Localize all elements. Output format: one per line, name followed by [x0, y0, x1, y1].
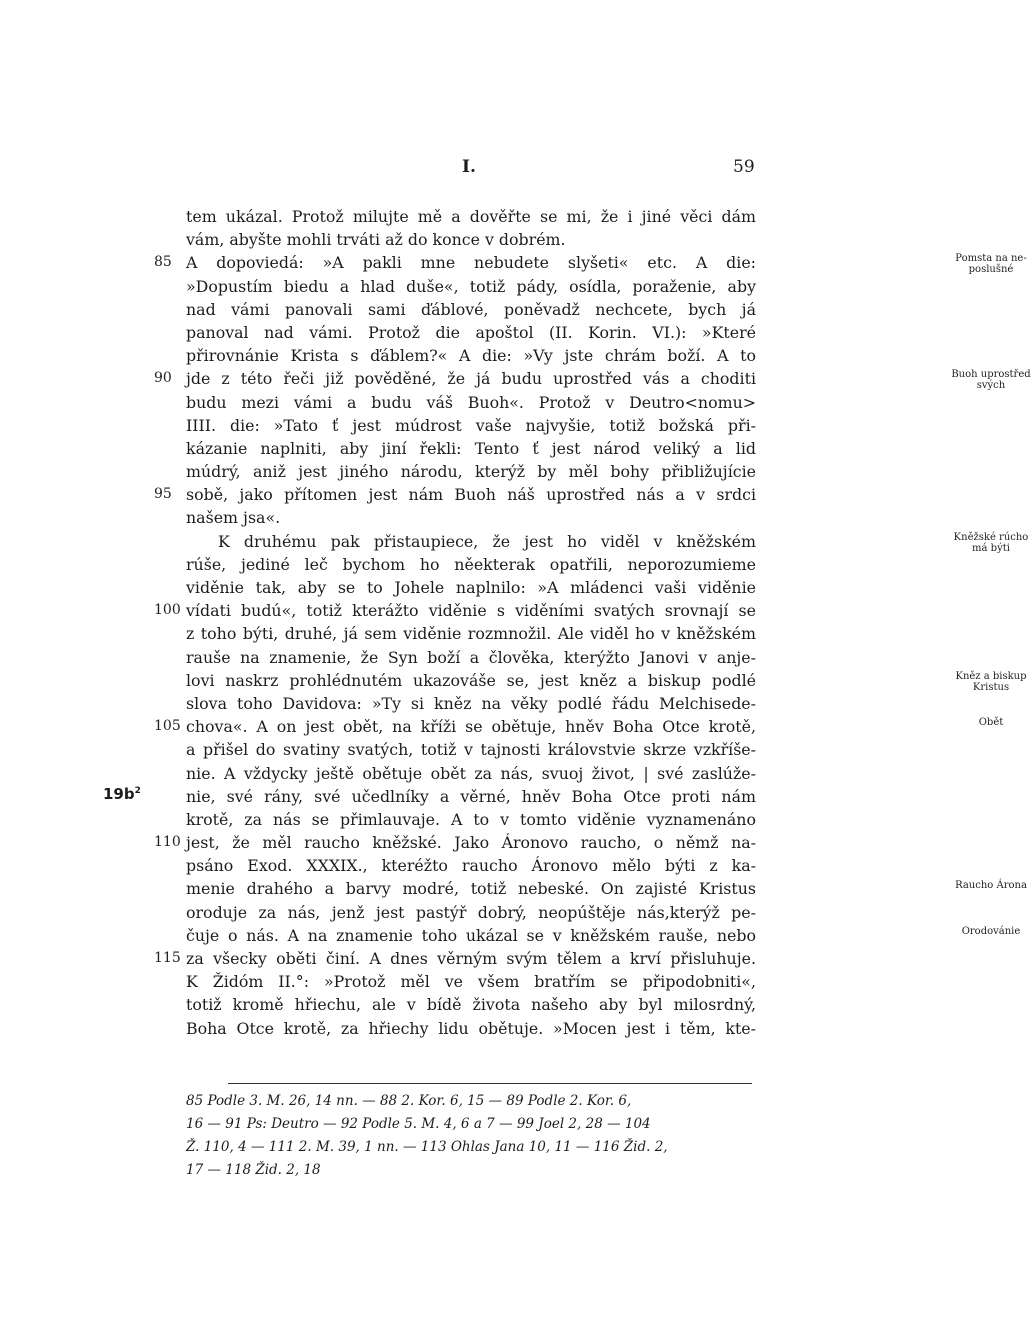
text-line [186, 622, 756, 645]
line-text: z toho býti, druhé, já sem viděnie rozmnožil. Ale viděl ho v kněžském [186, 624, 756, 644]
line-text: čuje o nás. A na znamenie toho ukázal se v kněžském rauše, nebo [186, 925, 756, 945]
text-line [186, 553, 756, 576]
text-line [186, 993, 756, 1016]
text-line [186, 1017, 756, 1040]
text-line [154, 831, 756, 854]
line-text: kázanie naplniti, aby jiní řekli: Tento ť jest národ veliký a lid [186, 438, 756, 458]
footnote-line: 16 — 91 Ps: Deutro — 92 Podle 5. M. 4, 6 a 7 — 99 Joel 2, 28 — 104 [186, 1116, 651, 1132]
text-line [154, 483, 756, 506]
text-line [186, 414, 756, 437]
text-line [186, 970, 756, 993]
line-number: 90 [154, 370, 172, 387]
footnote-line: 17 — 118 Žid. 2, 18 [186, 1162, 321, 1178]
margin-note: Raucho Árona [955, 879, 1027, 891]
line-text: slova toho Davidova: »Ty si kněz na věky podlé řádu Melchisede- [186, 693, 756, 713]
line-number: 100 [154, 602, 181, 619]
text-line [186, 901, 756, 924]
text-line [186, 437, 756, 460]
text-line [186, 321, 756, 344]
page-header [0, 157, 960, 181]
line-text: nad vámi panovali sami ďáblové, poněvadž nechcete, bych já [186, 299, 756, 319]
folio-base: 19b [103, 785, 135, 803]
text-line [186, 762, 756, 785]
body-text [154, 205, 1031, 1040]
footnote-line: 85 Podle 3. M. 26, 14 nn. — 88 2. Kor. 6, 15 — 89 Podle 2. Kor. 6, [186, 1093, 632, 1109]
text-line [186, 298, 756, 321]
text-line [186, 924, 756, 947]
line-text: jde z této řeči již pověděné, že já budu uprostřed vás a choditi [186, 369, 756, 389]
margin-note: Kněžské rúcho má býti [953, 531, 1029, 554]
text-line [154, 251, 756, 274]
text-line [186, 785, 756, 808]
line-text: totiž kromě hřiechu, ale v bídě života našeho aby byl milosrdný, [186, 995, 756, 1015]
line-text: rauše na znamenie, že Syn boží a člověka, kterýžto Janovi v anje- [186, 647, 756, 667]
footnotes [186, 1090, 756, 1182]
text-line [186, 646, 756, 669]
folio-mark [103, 785, 141, 803]
page-number: 59 [733, 157, 755, 177]
line-text: K druhému pak přistaupiece, že jest ho viděl v kněžském [218, 531, 756, 551]
section-mark: I. [462, 157, 476, 177]
line-text: múdrý, aniž jest jiného národu, kterýž by měl bohy přibližujície [186, 462, 756, 482]
line-text: psáno Exod. XXXIX., kteréžto raucho Áronovo mělo býti z ka- [186, 856, 756, 876]
line-text: viděnie tak, aby se to Johele naplnilo: »A mládenci vaši viděnie [186, 578, 756, 597]
text-line [186, 275, 756, 298]
line-text: nie, své rány, své učedlníky a věrné, hněv Boha Otce proti nám [186, 786, 756, 806]
text-line [154, 599, 756, 622]
line-text: K Židóm II.°: »Protož měl ve všem bratřím se připodobniti«, [186, 972, 756, 992]
text-line [186, 530, 756, 553]
line-text: budu mezi vámi a budu váš Buoh«. Protož v Deutro<nomu> [186, 392, 756, 412]
text-line [186, 205, 756, 228]
text-line [154, 715, 756, 738]
line-number: 95 [154, 486, 172, 503]
line-text: oroduje za nás, jenž jest pastýř dobrý, neopúštěje nás,kterýž pe- [186, 902, 756, 922]
text-line [186, 808, 756, 831]
line-text: Boha Otce krotě, za hřiechy lidu obětuje. »Mocen jest i těm, kte- [186, 1018, 756, 1038]
line-text: vídati budú«, totiž kterážto viděnie s viděními svatých srovnají se [186, 601, 756, 621]
text-line [186, 576, 756, 599]
margin-note: Buoh uprostřed svých [951, 369, 1031, 392]
text-line [186, 854, 756, 877]
line-number: 115 [154, 950, 181, 966]
line-text: vám, abyšte mohli trváti až do konce v dobrém. [186, 230, 566, 250]
text-line [186, 669, 756, 692]
text-line [186, 738, 756, 761]
line-text: jest, že měl raucho kněžské. Jako Áronovo raucho, o němž na- [186, 833, 756, 853]
line-text: A dopoviedá: »A pakli mne nebudete slyšeti« etc. A die: [186, 253, 756, 273]
line-number: 105 [154, 718, 181, 735]
line-text: menie drahého a barvy modré, totiž nebeské. On zajisté Kristus [186, 879, 756, 899]
margin-note: Pomsta na ne-poslušné [955, 253, 1027, 276]
margin-note: Orodovánie [961, 926, 1021, 938]
line-text: chova«. A on jest obět, na kříži se obětuje, hněv Boha Otce krotě, [186, 717, 756, 737]
line-text: lovi naskrz prohlédnutém ukazováše se, jest kněz a biskup podlé [186, 670, 756, 690]
line-text: našem jsa«. [186, 508, 281, 528]
line-text: za všecky oběti činí. A dnes věrným svým tělem a krví přisluhuje. [186, 949, 756, 968]
line-text: nie. A vždycky ještě obětuje obět za nás, svuoj život, | své zaslúže- [186, 763, 756, 783]
line-text: tem ukázal. Protož milujte mě a dověřte se mi, že i jiné věci dám [186, 207, 756, 226]
line-text: sobě, jako přítomen jest nám Buoh náš uprostřed nás a v srdci [186, 485, 756, 505]
footnote-rule [228, 1083, 752, 1084]
folio-sup: 2 [134, 786, 141, 796]
line-number: 110 [154, 834, 181, 851]
text-line [186, 391, 756, 414]
text-line [186, 344, 756, 367]
line-text: panoval nad vámi. Protož die apoštol (II. Korin. VI.): »Které [186, 322, 756, 342]
text-line [154, 947, 756, 970]
text-line [154, 367, 756, 390]
text-line [186, 692, 756, 715]
footnote-line: Ž. 110, 4 — 111 2. M. 39, 1 nn. — 113 Ohlas Jana 10, 11 — 116 Žid. 2, [186, 1139, 668, 1155]
line-number: 85 [154, 254, 172, 271]
margin-note: Kněz a biskup Kristus [955, 671, 1027, 693]
line-text: IIII. die: »Tato ť jest múdrost vaše najvyšie, totiž božská při- [186, 415, 756, 435]
text-line [186, 506, 756, 529]
line-text: rúše, jediné leč bychom ho něekterak opatřili, neporozumieme [186, 554, 756, 574]
line-text: přirovnánie Krista s ďáblem?« A die: »Vy jste chrám boží. A to [186, 346, 756, 366]
margin-note: Obět [978, 717, 1004, 729]
text-line [186, 460, 756, 483]
line-text: krotě, za nás se přimlauvaje. A to v tomto viděnie vyznamenáno [186, 809, 756, 829]
text-line [186, 877, 756, 900]
text-line [186, 228, 756, 251]
line-text: »Dopustím biedu a hlad duše«, totiž pády, osídla, poraženie, aby [186, 276, 756, 296]
line-text: a přišel do svatiny svatých, totiž v tajnosti královstvie skrze vzkříše- [186, 740, 756, 760]
